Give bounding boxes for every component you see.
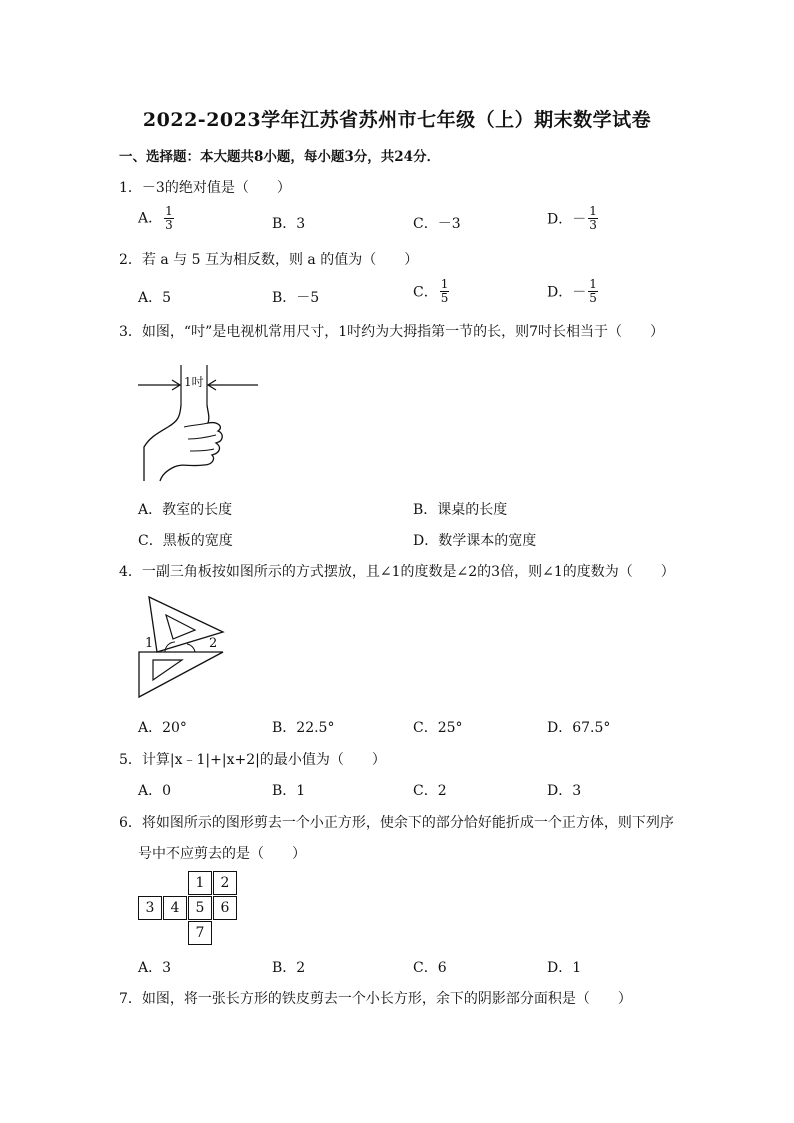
- inch-label: 1吋: [184, 375, 204, 389]
- question-6-stem-line2: 号中不应剪去的是（ ）: [138, 846, 306, 862]
- q2-option-a: A．5: [138, 290, 172, 306]
- q1-option-c: C．－3: [413, 216, 461, 232]
- angle-2-label: 2: [209, 636, 218, 651]
- q6-option-a: A．3: [138, 960, 172, 976]
- q5-option-d: D．3: [547, 783, 582, 799]
- q6-option-c: C．6: [413, 960, 447, 976]
- q3-option-a: A．教室的长度: [138, 502, 233, 518]
- q2-option-d: [547, 278, 598, 305]
- question-5-stem: 5．计算|x﹣1|+|x+2|的最小值为（ ）: [119, 752, 386, 768]
- q1-option-d-fraction: $\frac{1}{3}$: [589, 204, 597, 232]
- q3-option-d: D．数学课本的宽度: [413, 533, 537, 549]
- q6-option-d: D．1: [547, 960, 582, 976]
- q1-option-d: [547, 205, 598, 232]
- q2-option-b: B．－5: [272, 290, 320, 306]
- question-3-stem: 3．如图，“吋”是电视机常用尺寸，1吋约为大拇指第一节的长，则7吋长相当于（ ）: [119, 324, 665, 340]
- q6-option-b: B．2: [272, 960, 306, 976]
- net-cell-5: 5: [188, 896, 212, 920]
- q2-option-d-label: D．－: [547, 284, 587, 301]
- question-1-stem: 1．－3的绝对值是（ ）: [119, 180, 291, 196]
- q2-option-c-label: C．: [413, 284, 438, 301]
- section-heading: 一、选择题：本大题共8小题，每小题3分，共24分．: [119, 149, 441, 165]
- net-cell-6: 6: [213, 896, 237, 920]
- q5-option-c: C．2: [413, 783, 447, 799]
- question-6-stem-line1: 6．将如图所示的图形剪去一个小正方形，使余下的部分恰好能折成一个正方体，则下列序: [119, 815, 674, 831]
- q1-option-a: [138, 205, 174, 232]
- q1-option-a-label: A．: [138, 210, 163, 227]
- q5-option-b: B．1: [272, 783, 306, 799]
- q3-option-b: B．课桌的长度: [413, 502, 508, 518]
- net-cell-7: 7: [188, 921, 212, 945]
- q1-option-b: B．3: [272, 216, 306, 232]
- q5-option-a: A．0: [138, 783, 172, 799]
- q4-option-d: D．67.5°: [547, 720, 611, 736]
- q4-option-c: C．25°: [413, 720, 463, 736]
- q1-option-a-fraction: $\frac{1}{3}$: [165, 204, 173, 232]
- net-cell-3: 3: [138, 896, 162, 920]
- net-cell-4: 4: [163, 896, 187, 920]
- question-7-stem: 7．如图，将一张长方形的铁皮剪去一个小长方形，余下的阴影部分面积是（ ）: [119, 991, 632, 1007]
- q2-option-c: [413, 278, 449, 305]
- question-2-stem: 2．若 a 与 5 互为相反数，则 a 的值为（ ）: [119, 252, 419, 268]
- q4-option-a: A．20°: [138, 720, 187, 736]
- net-cell-2: 2: [213, 871, 237, 895]
- page-title: 2022-2023学年江苏省苏州市七年级（上）期末数学试卷: [142, 109, 652, 131]
- q4-option-b: B．22.5°: [272, 720, 335, 736]
- question-4-stem: 4．一副三角板按如图所示的方式摆放，且∠1的度数是∠2的3倍，则∠1的度数为（ ）: [119, 564, 675, 580]
- q2-option-c-fraction: $\frac{1}{5}$: [440, 277, 449, 305]
- q1-option-d-label: D．－: [547, 211, 587, 228]
- angle-1-label: 1: [145, 636, 154, 651]
- q2-option-d-fraction: $\frac{1}{5}$: [589, 277, 597, 305]
- q3-option-c: C．黑板的宽度: [138, 533, 233, 549]
- net-cell-1: 1: [188, 871, 212, 895]
- cube-net-figure: [138, 871, 243, 947]
